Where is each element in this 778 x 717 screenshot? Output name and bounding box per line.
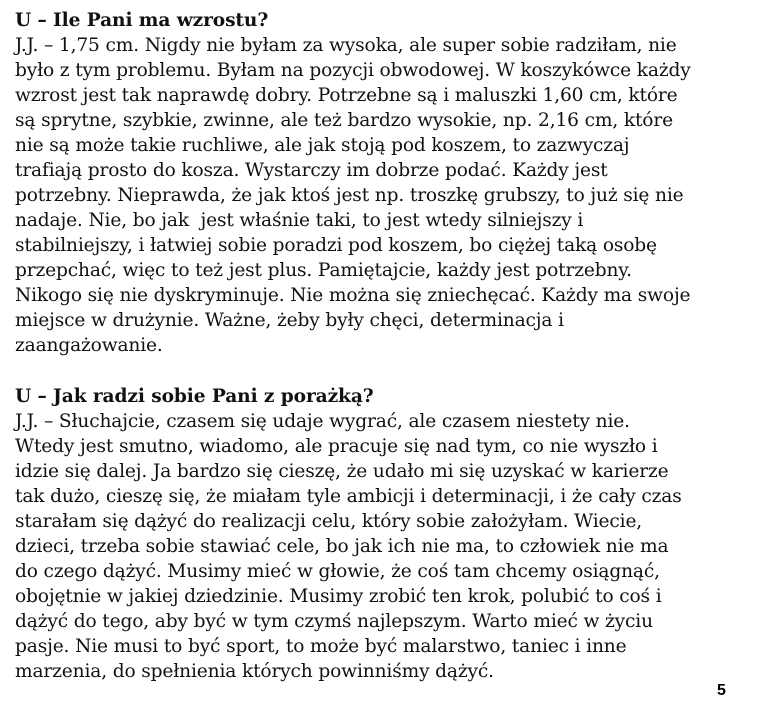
interview-section-failure <box>15 384 682 684</box>
answer-line: Wtedy jest smutno, wiadomo, ale pracuje się nad tym, co nie wyszło i <box>15 436 658 457</box>
answer-line: miejsce w drużynie. Ważne, żeby były chęci, determinacja i <box>15 310 564 331</box>
answer-line: przepchać, więc to też jest plus. Pamiętajcie, każdy jest potrzebny. <box>15 260 632 281</box>
answer-line: nadaje. Nie, bo jak jest właśnie taki, to jest wtedy silniejszy i <box>15 210 584 231</box>
answer-line: wzrost jest tak naprawdę dobry. Potrzebne są i maluszki 1,60 cm, które <box>15 85 678 106</box>
answer-line: dzieci, trzeba sobie stawiać cele, bo jak ich nie ma, to człowiek nie ma <box>15 536 669 557</box>
answer-line: dążyć do tego, aby być w tym czymś najlepszym. Warto mieć w życiu <box>15 611 653 632</box>
answer-line: pasje. Nie musi to być sport, to może być malarstwo, taniec i inne <box>15 636 627 657</box>
answer-line: Nikogo się nie dyskryminuje. Nie można się zniechęcać. Każdy ma swoje <box>15 285 691 306</box>
answer-line: do czego dążyć. Musimy mieć w głowie, że coś tam chcemy osiągnąć, <box>15 561 660 582</box>
answer-line: są sprytne, szybkie, zwinne, ale też bardzo wysokie, np. 2,16 cm, które <box>15 110 673 131</box>
question-heading: U – Jak radzi sobie Pani z porażką? <box>15 386 374 407</box>
answer-line: tak dużo, cieszę się, że miałam tyle ambicji i determinacji, i że cały czas <box>15 486 682 507</box>
answer-line: potrzebny. Nieprawda, że jak ktoś jest np. troszkę grubszy, to już się nie <box>15 185 684 206</box>
answer-line: stabilniejszy, i łatwiej sobie poradzi pod koszem, bo ciężej taką osobę <box>15 235 657 256</box>
answer-line: trafiają prosto do kosza. Wystarczy im dobrze podać. Każdy jest <box>15 160 608 181</box>
page-number: 5 <box>717 682 726 699</box>
answer-line: idzie się dalej. Ja bardzo się cieszę, że udało mi się uzyskać w karierze <box>15 461 669 482</box>
answer-line: marzenia, do spełnienia których powinniśmy dążyć. <box>15 661 494 682</box>
answer-line: J.J. – Słuchajcie, czasem się udaje wygrać, ale czasem niestety nie. <box>15 411 630 432</box>
answer-line: było z tym problemu. Byłam na pozycji obwodowej. W koszykówce każdy <box>15 60 691 81</box>
answer-line: obojętnie w jakiej dziedzinie. Musimy zrobić ten krok, polubić to coś i <box>15 586 662 607</box>
question-heading: U – Ile Pani ma wzrostu? <box>15 10 269 31</box>
answer-line: J.J. – 1,75 cm. Nigdy nie byłam za wysoka, ale super sobie radziłam, nie <box>15 35 677 56</box>
answer-line: zaangażowanie. <box>15 335 163 356</box>
answer-line: nie są może takie ruchliwe, ale jak stoją pod koszem, to zazwyczaj <box>15 135 630 156</box>
answer-line: starałam się dążyć do realizacji celu, który sobie założyłam. Wiecie, <box>15 511 643 532</box>
interview-section-height <box>15 8 691 358</box>
